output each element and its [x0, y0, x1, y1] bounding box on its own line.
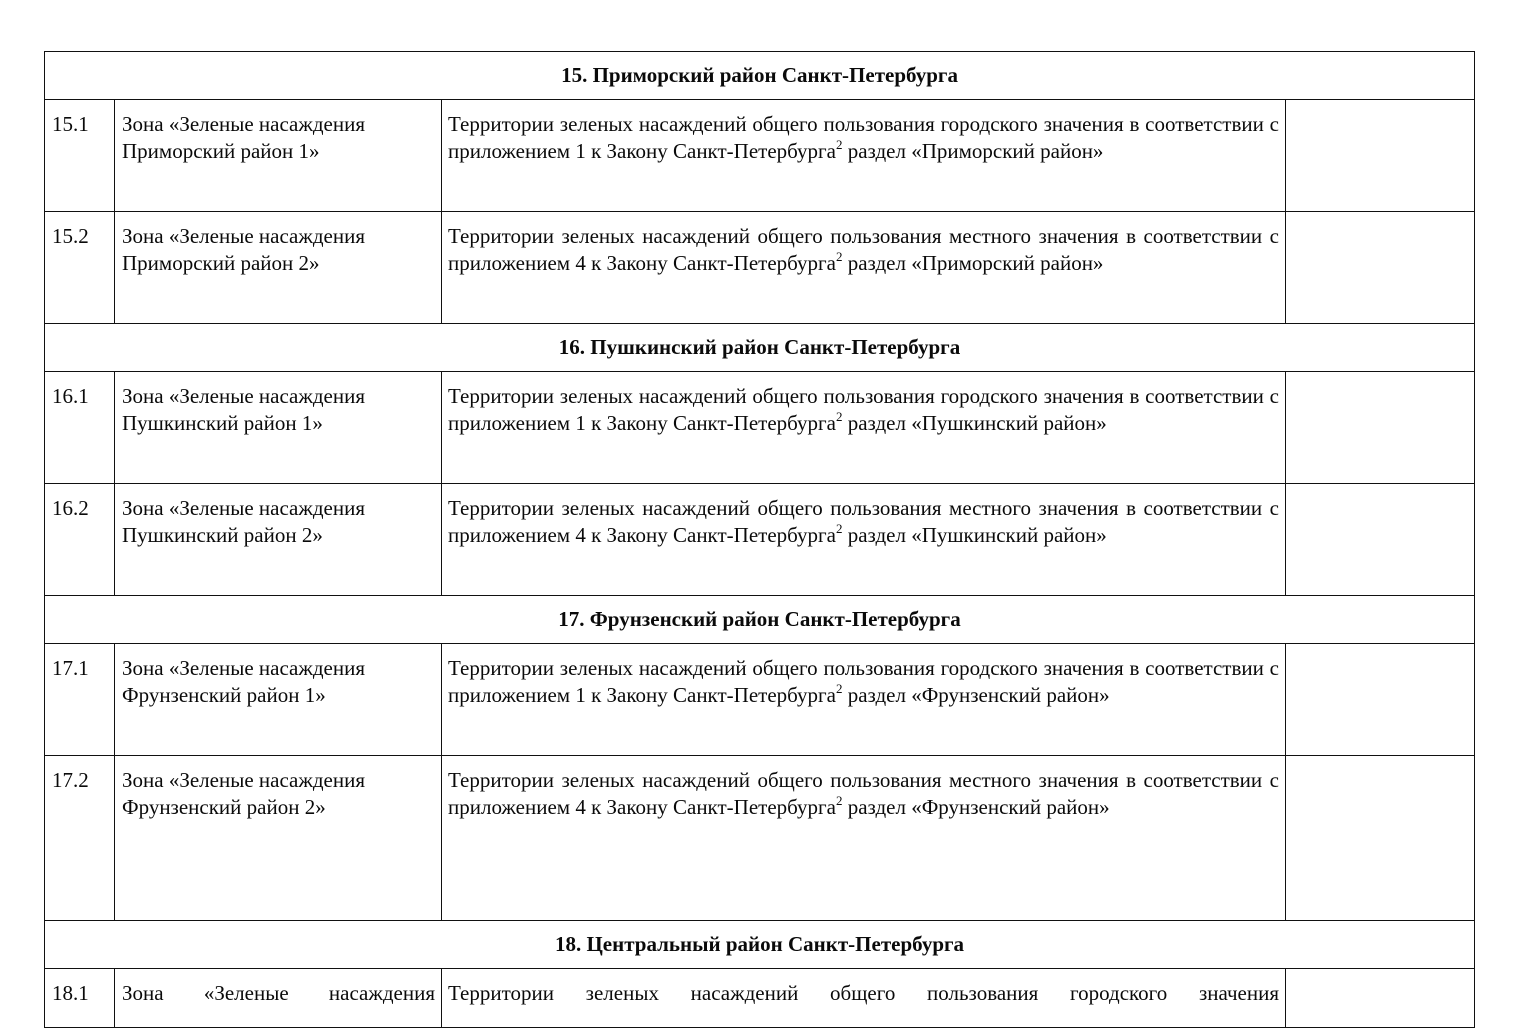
- zone-description: [442, 756, 1286, 921]
- description-text-tail: раздел «Фрунзенский район»: [842, 683, 1110, 707]
- zone-name: Зона «Зеленые насаждения Пушкинский район 2»: [115, 484, 442, 596]
- footnote-marker: 2: [835, 681, 843, 696]
- row-number: 16.1: [45, 372, 115, 484]
- table-row: [45, 372, 1475, 484]
- table-row: [45, 100, 1475, 212]
- footnote-marker: 2: [835, 409, 843, 424]
- section-header-row: [45, 921, 1475, 969]
- empty-cell: [1286, 484, 1475, 596]
- table-row: [45, 484, 1475, 596]
- section-title: 18. Центральный район Санкт-Петербурга: [45, 921, 1475, 969]
- section-header-row: [45, 324, 1475, 372]
- description-text: Территории зеленых насаждений общего пользования местного значения в соответствии с приложением 4 к Закону Санкт-Петербурга: [448, 768, 1279, 819]
- description-text: Территории зеленых насаждений общего пользования городского значения в соответствии с приложением 1 к Закону Санкт-Петербурга: [448, 112, 1279, 163]
- zone-description: [442, 484, 1286, 596]
- row-number: 17.1: [45, 644, 115, 756]
- table-row: [45, 644, 1475, 756]
- description-text-tail: раздел «Пушкинский район»: [842, 411, 1107, 435]
- empty-cell: [1286, 969, 1475, 1028]
- empty-cell: [1286, 756, 1475, 921]
- zone-description: [442, 969, 1286, 1028]
- section-header-row: [45, 596, 1475, 644]
- empty-cell: [1286, 372, 1475, 484]
- description-text-tail: раздел «Фрунзенский район»: [842, 795, 1110, 819]
- zones-table: [44, 51, 1475, 1028]
- row-number: 15.2: [45, 212, 115, 324]
- zone-name: Зона «Зеленые насаждения Приморский район 1»: [115, 100, 442, 212]
- row-number: 18.1: [45, 969, 115, 1028]
- table-row: [45, 969, 1475, 1028]
- table-row: [45, 756, 1475, 921]
- empty-cell: [1286, 212, 1475, 324]
- footnote-marker: 2: [835, 249, 843, 264]
- zone-description: [442, 372, 1286, 484]
- description-text-tail: раздел «Пушкинский район»: [842, 523, 1107, 547]
- footnote-marker: 2: [835, 137, 843, 152]
- empty-cell: [1286, 644, 1475, 756]
- zone-description: [442, 212, 1286, 324]
- description-text: Территории зеленых насаждений общего пользования городского значения: [448, 981, 1279, 1005]
- description-text-tail: раздел «Приморский район»: [842, 251, 1104, 275]
- description-text: Территории зеленых насаждений общего пользования городского значения в соответствии с приложением 1 к Закону Санкт-Петербурга: [448, 384, 1279, 435]
- description-text-tail: раздел «Приморский район»: [842, 139, 1104, 163]
- zone-name: Зона «Зеленые насаждения Фрунзенский район 1»: [115, 644, 442, 756]
- section-header-row: [45, 52, 1475, 100]
- zone-name: Зона «Зеленые насаждения Приморский район 2»: [115, 212, 442, 324]
- table-row: [45, 212, 1475, 324]
- section-title: 17. Фрунзенский район Санкт-Петербурга: [45, 596, 1475, 644]
- zone-description: [442, 644, 1286, 756]
- row-number: 15.1: [45, 100, 115, 212]
- footnote-marker: 2: [835, 793, 843, 808]
- section-title: 16. Пушкинский район Санкт-Петербурга: [45, 324, 1475, 372]
- row-number: 17.2: [45, 756, 115, 921]
- zone-name: Зона «Зеленые насаждения: [115, 969, 442, 1028]
- zone-description: [442, 100, 1286, 212]
- section-title: 15. Приморский район Санкт-Петербурга: [45, 52, 1475, 100]
- zone-name: Зона «Зеленые насаждения Фрунзенский район 2»: [115, 756, 442, 921]
- description-text: Территории зеленых насаждений общего пользования местного значения в соответствии с приложением 4 к Закону Санкт-Петербурга: [448, 224, 1279, 275]
- footnote-marker: 2: [835, 521, 843, 536]
- empty-cell: [1286, 100, 1475, 212]
- description-text: Территории зеленых насаждений общего пользования местного значения в соответствии с приложением 4 к Закону Санкт-Петербурга: [448, 496, 1279, 547]
- description-text: Территории зеленых насаждений общего пользования городского значения в соответствии с приложением 1 к Закону Санкт-Петербурга: [448, 656, 1279, 707]
- zone-name: Зона «Зеленые насаждения Пушкинский район 1»: [115, 372, 442, 484]
- row-number: 16.2: [45, 484, 115, 596]
